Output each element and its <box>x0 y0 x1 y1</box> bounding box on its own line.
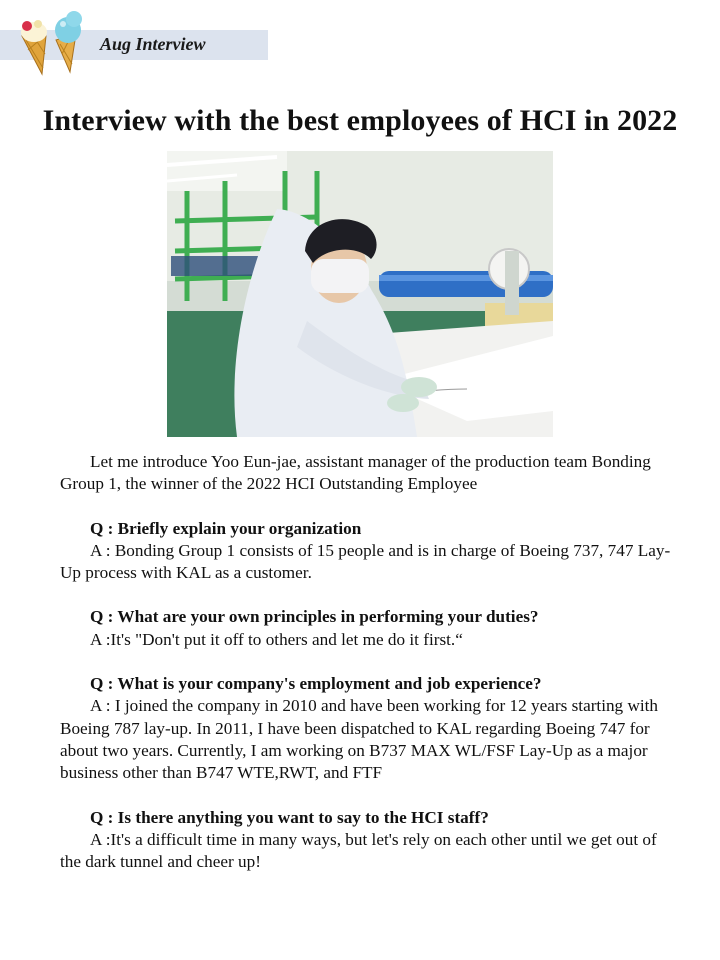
page-title: Interview with the best employees of HCI in 2022 <box>42 104 678 137</box>
question-3: Q : What is your company's employment and job experience? <box>90 674 542 694</box>
section-label: Aug Interview <box>100 34 206 54</box>
question-2: Q : What are your own principles in performing your duties? <box>90 607 539 627</box>
answer-3: A : I joined the company in 2010 and have been working for 12 years starting with Boeing 787 lay-up. In 2011, I have been dispatched to KAL regarding Boeing 747 for about two years. Currently, I am working on B737 MAX WL/FSF Lay-Up as a major business other than B747 WTE,RWT, and FTF <box>60 696 659 783</box>
question-4: Q : Is there anything you want to say to the HCI staff? <box>90 807 489 827</box>
intro-paragraph: Let me introduce Yoo Eun-jae, assistant manager of the production team Bonding Group 1, the winner of the 2022 HCI Outstanding Employee <box>60 452 651 494</box>
employee-photo <box>167 151 553 437</box>
answer-2: A :It's "Don't put it off to others and let me do it first.“ <box>90 629 463 649</box>
article-body <box>60 451 680 873</box>
ice-cream-icon <box>12 10 96 78</box>
answer-1: A : Bonding Group 1 consists of 15 people and is in charge of Boeing 737, 747 Lay-Up process with KAL as a customer. <box>60 540 671 583</box>
answer-4: A :It's a difficult time in many ways, but let's rely on each other until we get out of the dark tunnel and cheer up! <box>60 829 657 872</box>
question-1: Q : Briefly explain your organization <box>90 518 362 538</box>
